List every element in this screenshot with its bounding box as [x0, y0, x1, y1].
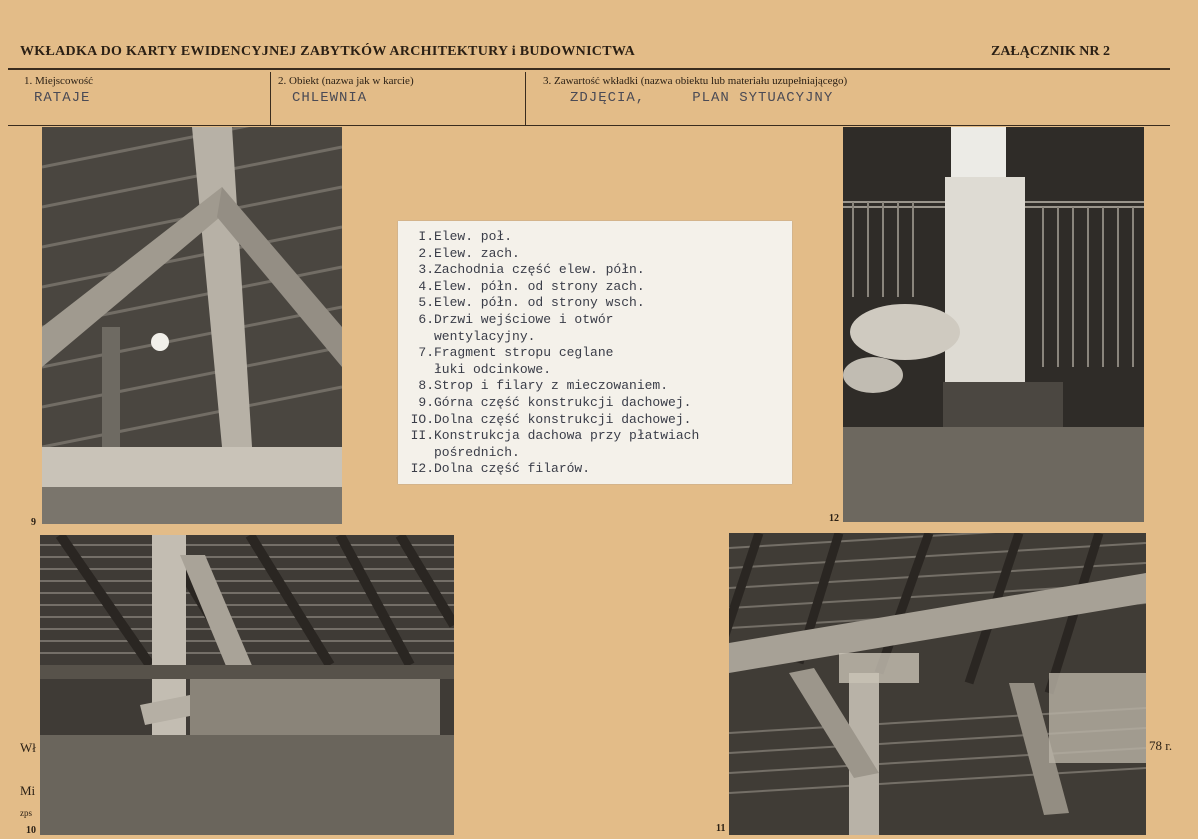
- field-value-object: CHLEWNIA: [292, 90, 368, 106]
- photo-number-9: 9: [31, 517, 36, 528]
- caption-item: 9. Górna część konstrukcji dachowej.: [418, 394, 692, 410]
- side-text-left-top: Wł: [20, 740, 36, 755]
- field-label-locality: 1. Miejscowość: [24, 75, 94, 87]
- caption-item: I. Elew. poł.: [418, 229, 513, 244]
- field-label-contents: 3. Zawartość wkładki (nazwa obiektu lub materiału uzupełniającego): [543, 75, 848, 87]
- photo-roof-upper: [42, 127, 342, 524]
- photo-number-11: 11: [716, 823, 726, 834]
- caption-item: I2. Dolna część filarów.: [410, 461, 591, 477]
- photo-number-12: 12: [829, 513, 839, 524]
- header-title: WKŁADKA DO KARTY EWIDENCYJNEJ ZABYTKÓW ARCHITEKTURY i BUDOWNICTWA: [20, 44, 636, 59]
- field-divider-2: [525, 72, 526, 126]
- caption-item: 5. Elew. półn. od strony wsch.: [418, 295, 645, 311]
- caption-item: 3. Zachodnia część elew. półn.: [418, 262, 645, 278]
- header-rule-bottom: [8, 125, 1170, 126]
- caption-list: [398, 221, 792, 478]
- photo-column-pigs: [843, 127, 1144, 522]
- caption-item: 6. Drzwi wejściowe i otwór wentylacyjny.: [418, 311, 614, 344]
- caption-item: IO. Dolna część konstrukcji dachowej.: [410, 411, 692, 427]
- photo-roof-purlins: [729, 533, 1146, 835]
- caption-item: 2. Elew. zach.: [418, 245, 520, 261]
- caption-item: II. Konstrukcja dachowa przy płatwiach pośrednich.: [410, 428, 700, 460]
- photo-number-10: 10: [26, 825, 36, 836]
- header-rule-top: [8, 68, 1170, 70]
- field-value-locality: RATAJE: [34, 90, 91, 106]
- field-label-object: 2. Obiekt (nazwa jak w karcie): [278, 75, 414, 87]
- field-divider-1: [270, 72, 271, 126]
- caption-item: 4. Elew. półn. od strony zach.: [418, 278, 645, 294]
- side-text-left-small: zps: [20, 808, 32, 818]
- caption-item: 8. Strop i filary z mieczowaniem.: [418, 378, 669, 394]
- caption-item: 7. Fragment stropu ceglane łuki odcinkowe.: [418, 345, 614, 377]
- field-value-contents: ZDJĘCIA, PLAN SYTUACYJNY: [570, 90, 834, 106]
- caption-card: [398, 221, 792, 484]
- attachment-number: ZAŁĄCZNIK NR 2: [990, 44, 1110, 59]
- side-text-left-mid: Mi: [20, 783, 36, 798]
- photo-roof-lower: [40, 535, 454, 835]
- side-text-right: 78 r.: [1149, 738, 1173, 753]
